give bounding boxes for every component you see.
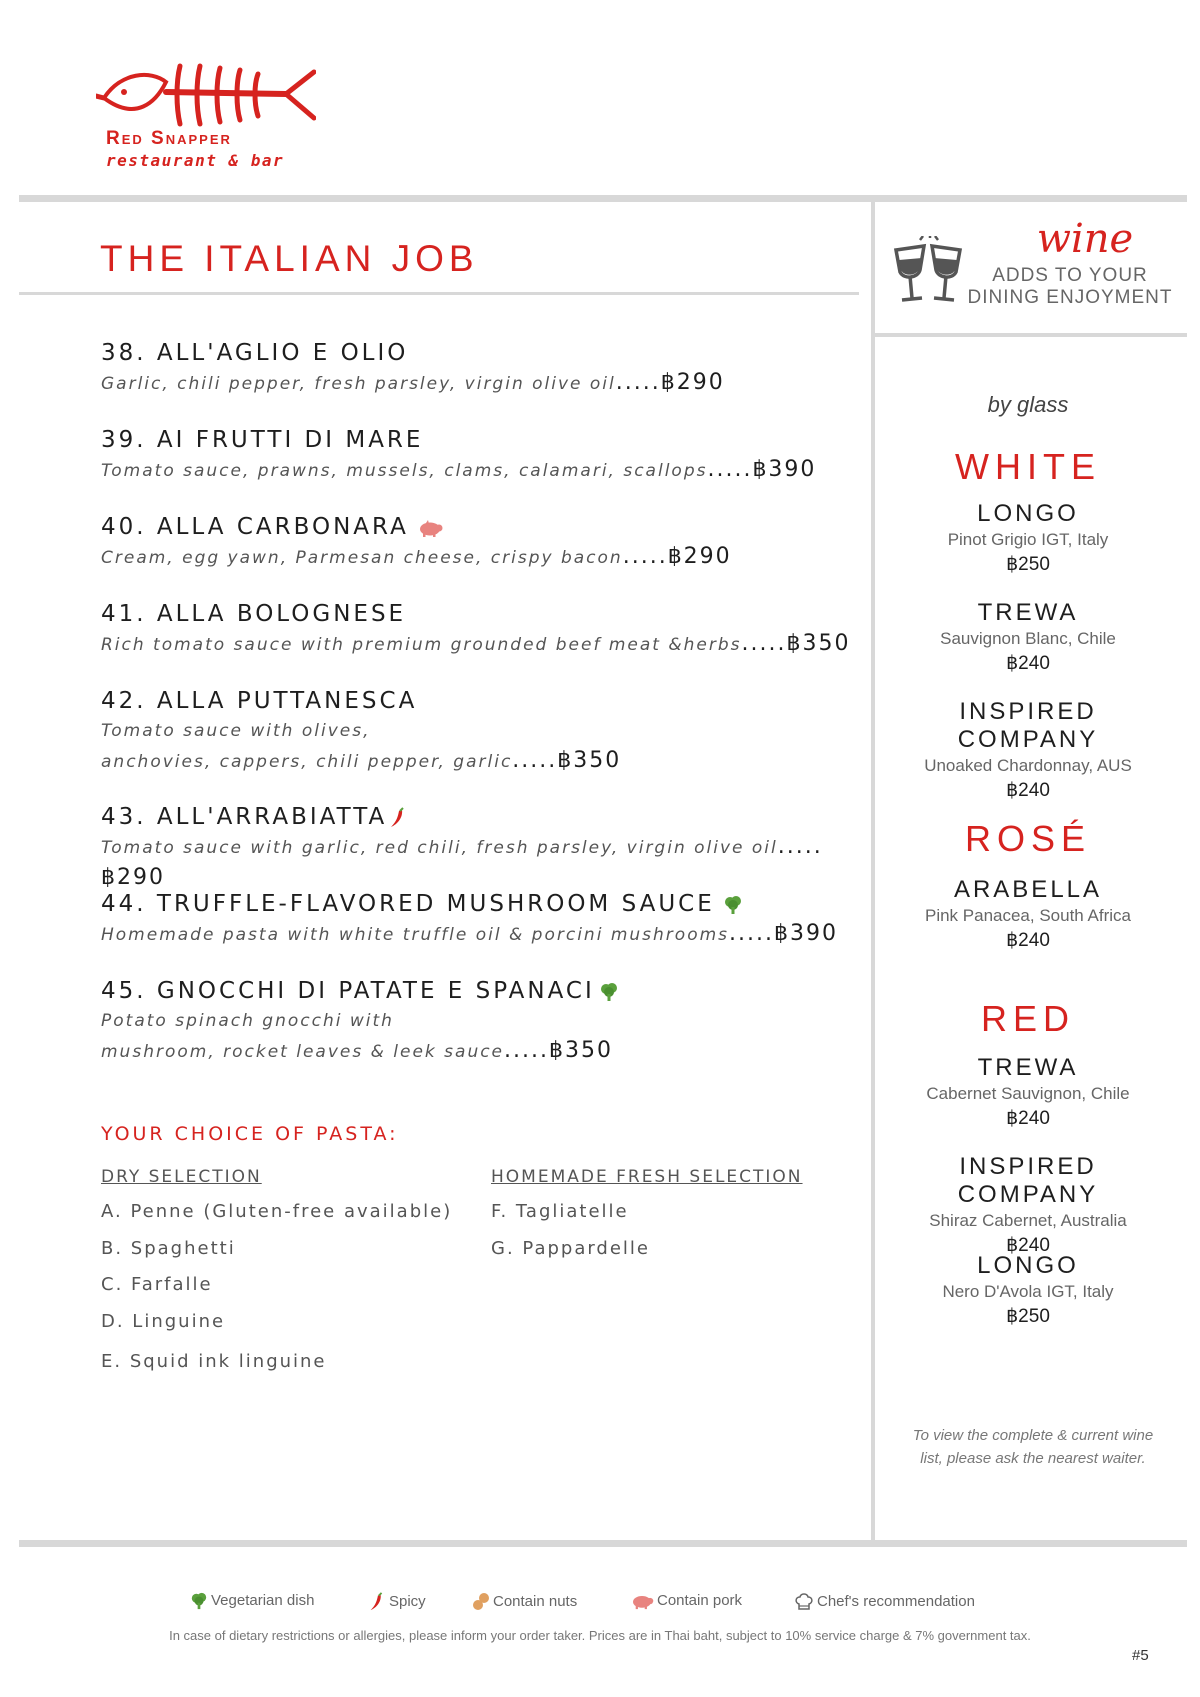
dish-dots: ..... [741, 631, 787, 656]
wine-detail: Sauvignon Blanc, Chile [940, 629, 1116, 648]
dish-name: 40. ALLA CARBONARA [101, 514, 409, 540]
broccoli-icon [599, 982, 619, 1002]
pasta-option: F. Tagliatelle [491, 1201, 629, 1222]
pasta-option: E. Squid ink linguine [101, 1351, 327, 1372]
menu-item [101, 802, 871, 894]
wine-name: LONGO [977, 1252, 1079, 1279]
wine-name: TREWA [977, 1054, 1079, 1081]
dish-name: 42. ALLA PUTTANESCA [101, 688, 418, 714]
wine-item [888, 1252, 1168, 1330]
wine-category-red: RED [980, 998, 1075, 1039]
wine-price: ฿240 [1006, 1108, 1050, 1129]
legend-spicy [368, 1592, 426, 1612]
wine-note-2: list, please ask the nearest waiter. [920, 1450, 1146, 1467]
pig-icon [630, 1592, 654, 1610]
wine-name: ARABELLA [953, 876, 1103, 903]
wine-tagline-2: DINING ENJOYMENT [967, 287, 1173, 308]
chili-icon [368, 1592, 386, 1612]
dish-name: 41. ALLA BOLOGNESE [101, 601, 407, 627]
menu-item [101, 425, 871, 486]
dish-dots: ..... [512, 748, 558, 773]
page-number: #5 [1132, 1647, 1149, 1664]
by-glass-label: by glass [987, 392, 1069, 417]
dish-name: 38. ALL'AGLIO E OLIO [101, 340, 409, 366]
wine-item [888, 1054, 1168, 1132]
fresh-selection-heading: HOMEMADE FRESH SELECTION [491, 1167, 803, 1187]
dish-price: ฿390 [752, 457, 817, 482]
wine-category-rose: ROSÉ [964, 818, 1092, 859]
wine-detail: Cabernet Sauvignon, Chile [926, 1084, 1130, 1103]
dish-description: Potato spinach gnocchi with [101, 1011, 394, 1031]
dish-description: Rich tomato sauce with premium grounded beef meat &herbs [101, 635, 742, 655]
dish-description: Cream, egg yawn, Parmesan cheese, crispy bacon [101, 548, 623, 568]
wine-name: LONGO [977, 500, 1079, 527]
dish-dots: ..... [504, 1038, 549, 1063]
wine-detail: Pink Panacea, South Africa [924, 906, 1132, 925]
bottom-divider [19, 1540, 1187, 1547]
dish-dots: ..... [729, 921, 774, 946]
dish-dots: ..... [622, 544, 668, 569]
dish-price: ฿390 [773, 921, 838, 946]
wine-price: ฿240 [1006, 653, 1050, 674]
pig-icon [417, 518, 443, 538]
top-divider [19, 195, 1187, 202]
dish-description: Tomato sauce, prawns, mussels, clams, calamari, scallops [101, 461, 708, 481]
pasta-option: G. Pappardelle [491, 1238, 651, 1259]
brand-subtitle: restaurant & bar [106, 151, 285, 170]
dish-name: 43. ALL'ARRABIATTA [101, 804, 388, 830]
dish-price: ฿290 [660, 370, 725, 395]
wine-header-divider [875, 333, 1187, 337]
legend-label: Contain nuts [493, 1592, 578, 1610]
dish-name: 45. GNOCCHI DI PATATE E SPANACI [101, 978, 595, 1004]
dry-selection-heading: DRY SELECTION [101, 1167, 262, 1187]
wine-tagline-1: ADDS TO YOUR [992, 265, 1148, 286]
pasta-option: C. Farfalle [101, 1274, 213, 1295]
dish-description: Garlic, chili pepper, fresh parsley, virgin olive oil [101, 374, 616, 394]
dish-price: ฿290 [101, 865, 165, 890]
fish-skeleton-icon [96, 62, 316, 132]
legend-label: Contain pork [657, 1592, 743, 1609]
pasta-option: D. Linguine [101, 1311, 226, 1332]
pasta-option: A. Penne (Gluten-free available) [101, 1201, 453, 1222]
wine-detail: Pinot Grigio IGT, Italy [947, 530, 1109, 549]
title-underline [19, 292, 859, 295]
menu-item [101, 889, 871, 950]
broccoli-icon [723, 895, 743, 915]
wine-item [888, 1153, 1168, 1259]
wine-detail: Unoaked Chardonnay, AUS [924, 756, 1132, 775]
broccoli-icon [190, 1592, 208, 1610]
wine-glasses-icon [890, 236, 970, 308]
dish-description-2: anchovies, cappers, chili pepper, garlic [101, 752, 513, 772]
dish-name: 44. TRUFFLE-FLAVORED MUSHROOM SAUCE [101, 891, 715, 917]
wine-price: ฿250 [1006, 554, 1050, 575]
chef-hat-icon [794, 1592, 814, 1612]
wine-item [888, 599, 1168, 677]
dish-description: Tomato sauce with olives, [101, 721, 371, 741]
pasta-choice-title: YOUR CHOICE OF PASTA: [101, 1123, 399, 1145]
legend-vegetarian [190, 1592, 314, 1610]
dish-dots: ..... [707, 457, 753, 482]
wine-price: ฿250 [1006, 1306, 1050, 1327]
legend-label: Vegetarian dish [211, 1592, 315, 1609]
dish-dots: ..... [777, 834, 823, 859]
menu-item [101, 599, 871, 660]
wine-detail: Nero D'Avola IGT, Italy [942, 1282, 1114, 1301]
wine-name: INSPIRED COMPANY [957, 1153, 1099, 1208]
wine-script: wine [1036, 216, 1134, 262]
wine-price: ฿240 [1006, 930, 1050, 951]
dish-price: ฿350 [557, 748, 622, 773]
legend-label: Spicy [389, 1592, 426, 1610]
dish-description: Tomato sauce with garlic, red chili, fresh parsley, virgin olive oil [101, 838, 778, 858]
column-divider [871, 202, 875, 1542]
wine-detail: Shiraz Cabernet, Australia [929, 1211, 1127, 1230]
wine-price: ฿240 [1006, 1235, 1050, 1256]
legend-label: Chef's recommendation [817, 1592, 975, 1610]
menu-item [101, 512, 871, 573]
brand-name: Red Snapper [106, 128, 232, 149]
wine-name: INSPIRED COMPANY [957, 698, 1099, 753]
dish-dots: ..... [615, 370, 661, 395]
peanut-icon [472, 1592, 490, 1612]
legend-nuts [472, 1592, 577, 1612]
wine-item [888, 876, 1168, 954]
menu-item [101, 976, 871, 1067]
legend-pork [630, 1592, 742, 1610]
dish-price: ฿350 [549, 1038, 613, 1063]
disclaimer-text: In case of dietary restrictions or allergies, please inform your order taker. Prices are in Thai baht, subject to 10% service charge & 7% government tax. [169, 1628, 1031, 1643]
menu-item [101, 686, 871, 777]
dish-description-2: mushroom, rocket leaves & leek sauce [101, 1042, 505, 1062]
wine-note-1: To view the complete & current wine [912, 1427, 1154, 1444]
dish-description: Homemade pasta with white truffle oil & porcini mushrooms [101, 925, 730, 945]
wine-price: ฿240 [1006, 780, 1050, 801]
legend-chef [794, 1592, 975, 1612]
chili-icon [389, 807, 407, 829]
pasta-option: B. Spaghetti [101, 1238, 236, 1259]
wine-item [888, 500, 1168, 578]
restaurant-logo [96, 62, 326, 180]
dish-price: ฿290 [667, 544, 732, 569]
section-title: THE ITALIAN JOB [100, 238, 479, 279]
dish-name: 39. AI FRUTTI DI MARE [101, 427, 424, 453]
dish-price: ฿350 [786, 631, 851, 656]
menu-item [101, 338, 871, 399]
wine-category-white: WHITE [955, 446, 1101, 487]
wine-name: TREWA [977, 599, 1079, 626]
wine-item [888, 698, 1168, 804]
